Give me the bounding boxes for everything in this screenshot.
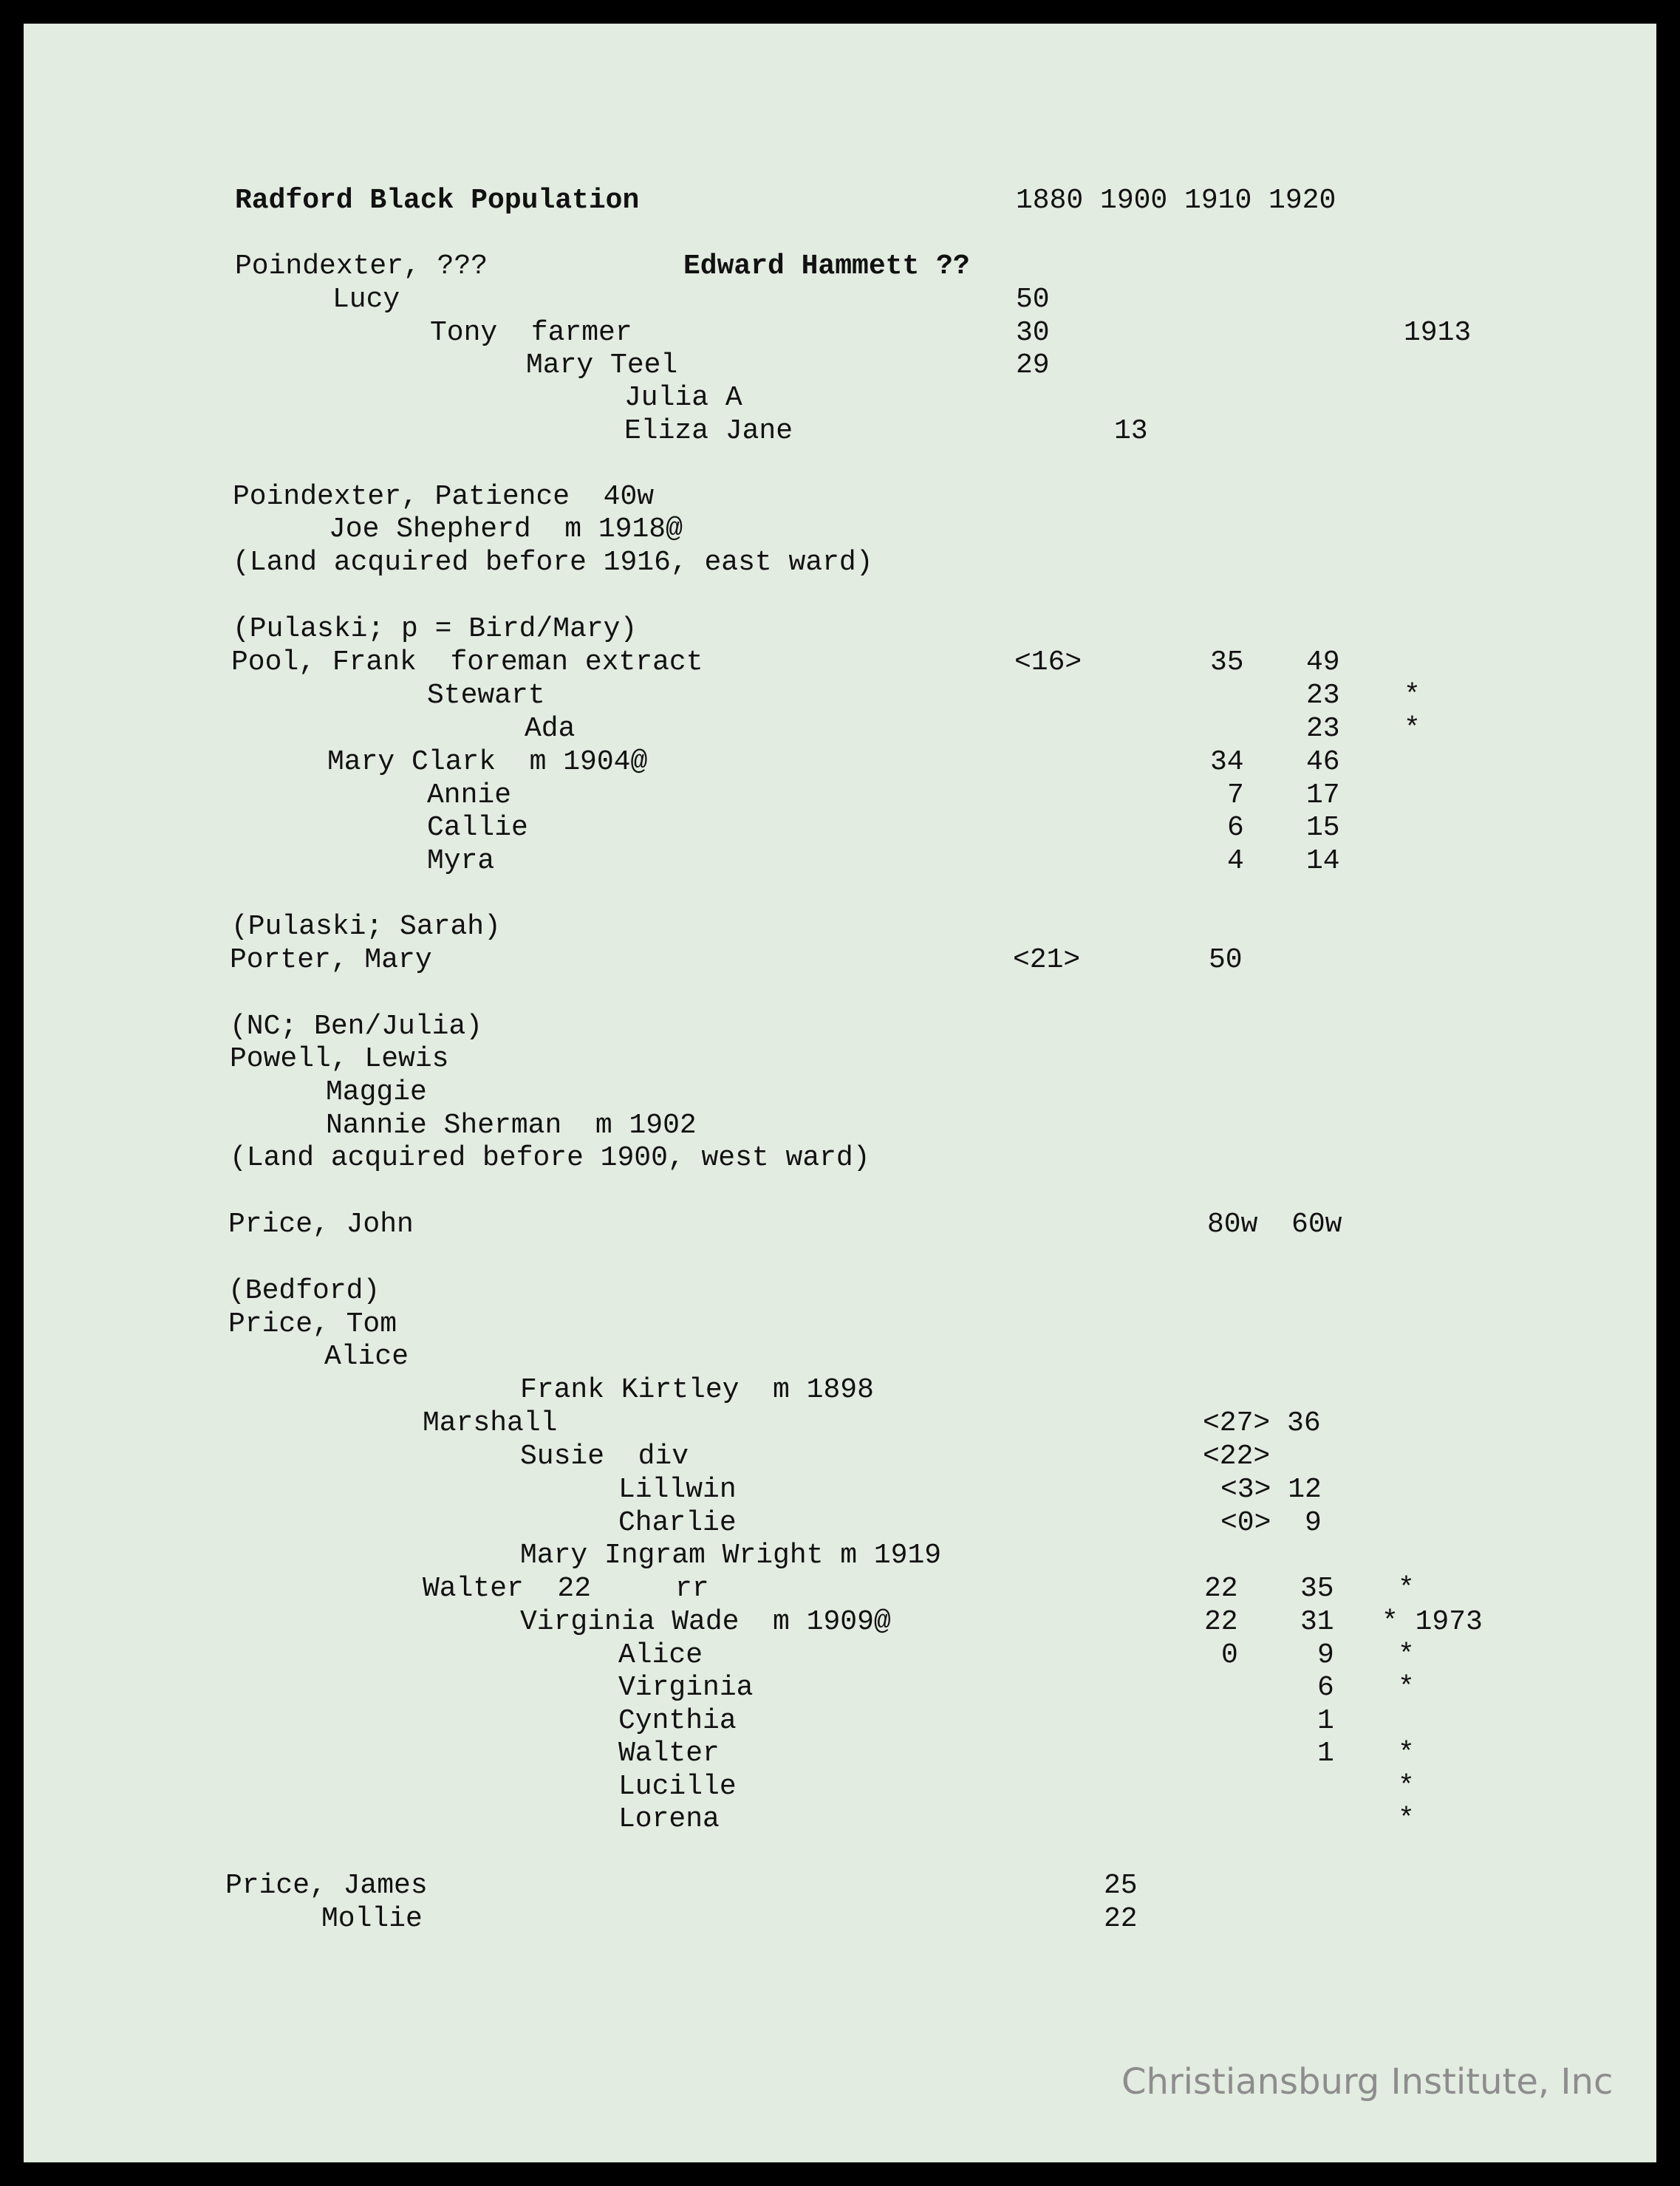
- census-value: 1: [1317, 1705, 1334, 1737]
- census-value: 50: [1016, 284, 1050, 315]
- entry-text: Price, James: [225, 1870, 428, 1902]
- census-value: 6: [1227, 812, 1244, 844]
- entry-text: Annie: [427, 779, 512, 811]
- entry-text: (Pulaski; Sarah): [231, 911, 501, 943]
- census-value: 1880 1900 1910 1920: [1016, 185, 1336, 216]
- census-value: 22: [1204, 1606, 1238, 1638]
- census-value: 17: [1306, 779, 1340, 811]
- entry-text: Virginia: [618, 1672, 754, 1704]
- census-value: 7: [1227, 779, 1244, 811]
- entry-text: Eliza Jane: [624, 415, 793, 447]
- entry-text: Poindexter, Patience 40w: [233, 481, 655, 513]
- census-value: 22: [1104, 1903, 1138, 1935]
- census-value: *: [1398, 1573, 1415, 1605]
- census-value: *: [1398, 1803, 1415, 1835]
- entry-text: Ada: [525, 713, 576, 745]
- census-value: <3> 12: [1220, 1474, 1322, 1506]
- entry-text: Nannie Sherman m 1902: [326, 1110, 697, 1141]
- census-value: *: [1404, 680, 1421, 711]
- census-value: 30: [1016, 317, 1050, 349]
- census-value: <22>: [1203, 1441, 1271, 1472]
- census-value: <16>: [1014, 646, 1082, 678]
- entry-text: Radford Black Population: [235, 185, 640, 216]
- entry-text: Lucy: [332, 284, 400, 315]
- entry-text: (Land acquired before 1916, east ward): [233, 547, 873, 578]
- census-value: Edward Hammett ??: [683, 250, 970, 282]
- census-value: 22: [1204, 1573, 1238, 1605]
- census-value: 35: [1300, 1573, 1334, 1605]
- census-value: 14: [1306, 845, 1340, 877]
- entry-text: Lucille: [618, 1771, 737, 1803]
- entry-text: Myra: [427, 845, 495, 877]
- entry-text: (Pulaski; p = Bird/Mary): [233, 613, 638, 645]
- census-value: 6: [1317, 1672, 1334, 1704]
- census-value: 25: [1104, 1870, 1138, 1902]
- entry-text: Price, Tom: [228, 1308, 397, 1340]
- entry-text: Marshall: [423, 1407, 558, 1439]
- entry-text: Porter, Mary: [230, 944, 432, 976]
- census-value: 35: [1210, 646, 1244, 678]
- census-value: 9: [1317, 1639, 1334, 1671]
- census-value: *: [1398, 1672, 1415, 1704]
- census-value: 49: [1306, 646, 1340, 678]
- entry-text: Cynthia: [618, 1705, 737, 1737]
- entry-text: Virginia Wade m 1909@: [520, 1606, 891, 1638]
- census-value: 31: [1300, 1606, 1334, 1638]
- watermark: Christiansburg Institute, Inc: [1121, 2061, 1614, 2103]
- entry-text: Mary Ingram Wright m 1919: [520, 1540, 942, 1571]
- entry-text: Julia A: [624, 382, 742, 414]
- entry-text: Maggie: [326, 1076, 427, 1108]
- entry-text: Mary Teel: [526, 349, 678, 381]
- census-value: 50: [1209, 944, 1243, 976]
- entry-text: Pool, Frank foreman extract: [231, 646, 703, 678]
- census-value: 23: [1306, 680, 1340, 711]
- census-value: 34: [1210, 746, 1244, 778]
- census-value: *: [1398, 1639, 1415, 1671]
- entry-text: Alice: [324, 1341, 409, 1373]
- entry-text: (Land acquired before 1900, west ward): [230, 1142, 870, 1174]
- census-value: *: [1398, 1738, 1415, 1769]
- census-value: 1: [1317, 1738, 1334, 1769]
- census-value: <21>: [1013, 944, 1081, 976]
- census-value: 0: [1221, 1639, 1238, 1671]
- census-value: 13: [1114, 415, 1148, 447]
- entry-text: Tony farmer: [430, 317, 632, 349]
- census-value: 80w 60w: [1207, 1209, 1342, 1240]
- census-value: 4: [1227, 845, 1244, 877]
- census-value: 23: [1306, 713, 1340, 745]
- entry-text: Charlie: [618, 1507, 737, 1539]
- entry-text: Stewart: [427, 680, 545, 711]
- entry-text: Walter: [618, 1738, 720, 1769]
- entry-text: Lillwin: [618, 1474, 737, 1506]
- census-value: 1913: [1404, 317, 1472, 349]
- entry-text: Alice: [618, 1639, 703, 1671]
- entry-text: Joe Shepherd m 1918@: [329, 513, 683, 545]
- entry-text: Mary Clark m 1904@: [327, 746, 648, 778]
- entry-text: Mollie: [321, 1903, 423, 1935]
- entry-text: Frank Kirtley m 1898: [520, 1374, 874, 1406]
- entry-text: Lorena: [618, 1803, 720, 1835]
- entry-text: Walter 22 rr: [423, 1573, 709, 1605]
- entry-text: Poindexter, ???: [235, 250, 488, 282]
- census-value: <0> 9: [1220, 1507, 1322, 1539]
- entry-text: Price, John: [228, 1209, 414, 1240]
- census-value: *: [1398, 1771, 1415, 1803]
- entry-text: Powell, Lewis: [230, 1043, 449, 1075]
- census-value: 29: [1016, 349, 1050, 381]
- entry-text: Susie div: [520, 1441, 689, 1472]
- census-value: *: [1404, 713, 1421, 745]
- entry-text: (NC; Ben/Julia): [230, 1011, 483, 1042]
- census-value: * 1973: [1382, 1606, 1483, 1638]
- census-value: <27> 36: [1203, 1407, 1321, 1439]
- entry-text: (Bedford): [228, 1275, 380, 1307]
- census-value: 46: [1306, 746, 1340, 778]
- entry-text: Callie: [427, 812, 528, 844]
- census-value: 15: [1306, 812, 1340, 844]
